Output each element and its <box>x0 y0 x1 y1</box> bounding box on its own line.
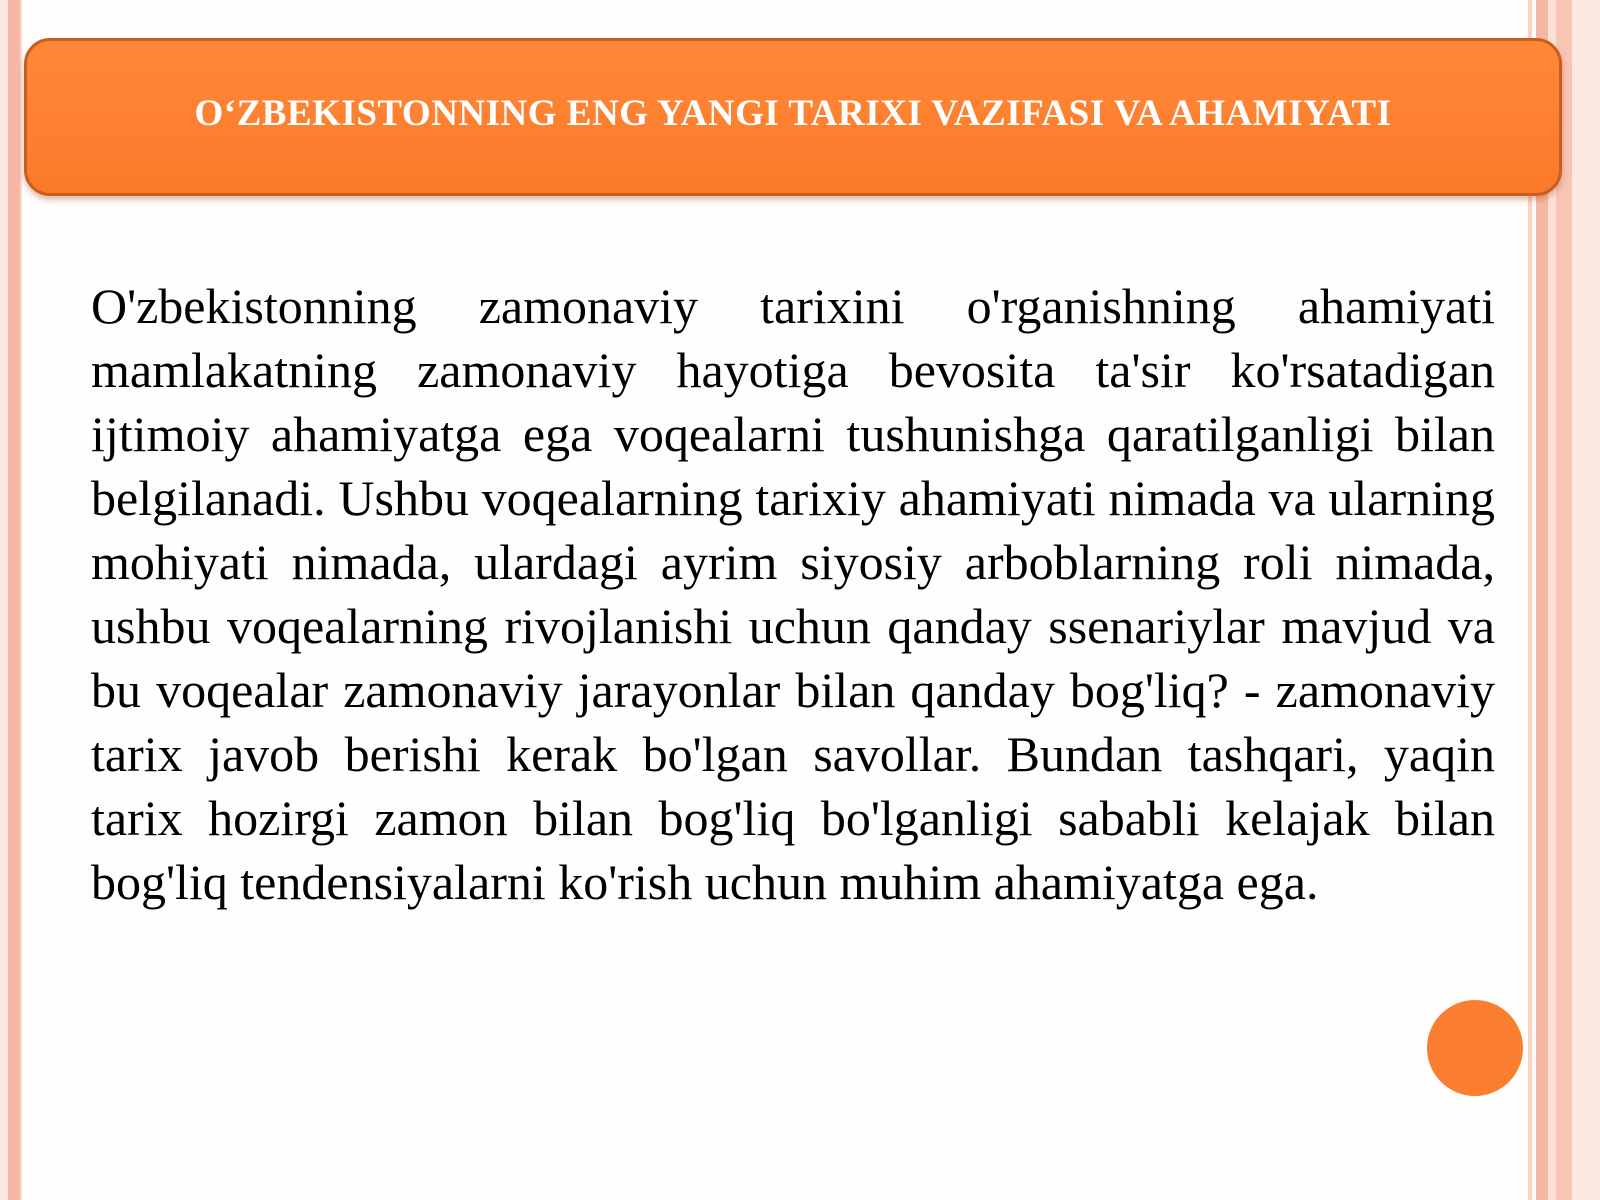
left-border-stripe <box>8 0 20 1200</box>
left-border-stripe <box>0 0 8 1200</box>
title-banner <box>24 38 1562 196</box>
accent-circle <box>1427 1000 1523 1096</box>
slide-body-text: O'zbekistonning zamonaviy tarixini o'rganishning ahamiyati mamlakatning zamonaviy hayotiga bevosita ta'sir ko'rsatadigan ijtimoiy ahamiyatga ega voqealarni tushunishga qaratilganligi bilan belgilanadi. Ushbu voqealarning tarixiy ahamiyati nimada va ularning mohiyati nimada, ulardagi ayrim siyosiy arboblarning roli nimada, ushbu voqealarning rivojlanishi uchun qanday ssenariylar mavjud va bu voqealar zamonaviy jarayonlar bilan qanday bog'liq? - zamonaviy tarix javob berishi kerak bo'lgan savollar. Bundan tashqari, yaqin tarix hozirgi zamon bilan bog'liq bo'lganligi sababli kelajak bilan bog'liq tendensiyalarni ko'rish uchun muhim ahamiyatga ega. <box>91 278 1495 910</box>
right-border-stripe <box>1572 0 1600 1200</box>
slide-title: O‘ZBEKISTONNING ENG YANGI TARIXI VAZIFASI VA AHAMIYATI <box>194 92 1392 134</box>
left-border-stripe <box>20 0 22 1200</box>
